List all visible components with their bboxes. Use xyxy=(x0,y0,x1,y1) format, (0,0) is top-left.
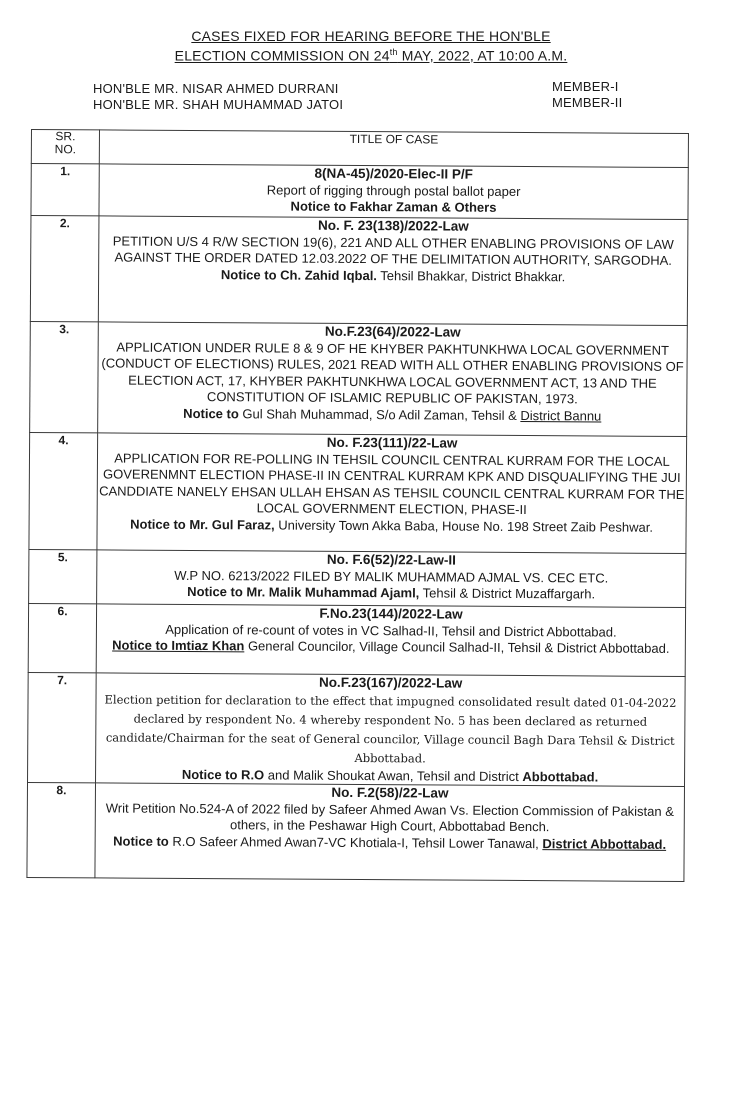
notice-label: Notice to xyxy=(183,405,239,421)
row-serial: 4. xyxy=(29,432,98,549)
case-cell xyxy=(95,783,685,882)
notice-detail: Gul Shah Muhammad, S/o Adil Zaman, Tehsil & xyxy=(238,405,521,423)
case-description: Writ Petition No.524-A of 2022 filed by Safeer Ahmed Awan Vs. Election Commission of Pakistan & others, in the Peshawar High Court, Abbottabad Bench. xyxy=(105,799,675,835)
case-notice xyxy=(99,197,687,217)
sr-header-line-1: SR. xyxy=(55,129,76,144)
case-number: No.F.23(64)/2022-Law xyxy=(324,323,461,340)
notice-district: Abbottabad. xyxy=(522,768,599,784)
case-cell xyxy=(97,550,686,608)
notice-district: District Bannu xyxy=(520,407,602,423)
row-serial: 1. xyxy=(31,164,99,216)
case-number: F.No.23(144)/2022-Law xyxy=(319,605,463,622)
table-row xyxy=(28,603,685,676)
notice-label: Notice to R.O xyxy=(181,766,265,782)
case-description: Report of rigging through postal ballot paper xyxy=(266,181,521,199)
sr-no-header xyxy=(31,130,99,164)
notice-detail: Tehsil Bhakkar, District Bhakkar. xyxy=(376,267,566,284)
bench-member-2-name: HON'BLE MR. SHAH MUHAMMAD JATOI xyxy=(93,97,344,112)
case-notice xyxy=(96,833,684,853)
notice-detail: Tehsil & District Muzaffargarh. xyxy=(419,585,596,602)
case-notice xyxy=(97,637,685,657)
notice-detail: General Councilor, Village Council Salhad-II, Tehsil & District Abbottabad. xyxy=(244,638,670,656)
case-description: PETITION U/S 4 R/W SECTION 19(6), 221 AND ALL OTHER ENABLING PROVISIONS OF LAW AGAINST THE ORDER DATED 12.03.2022 OF THE DELIMITATION AUTHORITY, SARGODHA. xyxy=(112,233,674,268)
case-cell xyxy=(98,216,688,326)
table-row xyxy=(30,216,688,326)
title-of-case-header: TITLE OF CASE xyxy=(99,130,688,168)
table-row xyxy=(29,549,686,607)
case-description: APPLICATION FOR RE-POLLING IN TEHSIL COUNCIL CENTRAL KURRAM FOR THE LOCAL GOVERENMNT ELECTION PHASE-II IN CENTRAL KURRAM KPK AND DISQUALIFYING THE JUI CANDDIATE NANELY EHSAN ULLAH EHSAN AS TEHSIL COUNCIL CENTRAL KURRAM FOR THE LOCAL GOVERNMENT ELECTION, PHASE-II xyxy=(99,450,685,518)
case-description: Election petition for declaration to the effect that impugned consolidated result dated 01-04-2022 declared by respondent No. 4 whereby respondent No. 5 has been declared as returned candidate/Chairman for the seat of General councilor, Village council Bagh Dara Tehsil & District Abbottabad. xyxy=(104,691,677,765)
notice-detail: and Malik Shoukat Awan, Tehsil and District xyxy=(264,766,523,784)
notice-label: Notice to Mr. Malik Muhammad Ajaml, xyxy=(187,583,420,601)
heading-date-suffix: MAY, 2022, AT 10:00 A.M. xyxy=(397,47,568,64)
notice-label: Notice to Ch. Zahid Iqbal. xyxy=(220,266,377,283)
case-notice xyxy=(98,405,686,425)
notice-label: Notice to Imtiaz Khan xyxy=(112,637,245,654)
case-number: No. F.23(111)/22-Law xyxy=(326,434,458,451)
case-number: No. F. 23(138)/2022-Law xyxy=(317,217,469,234)
case-cell xyxy=(97,433,687,554)
row-serial: 6. xyxy=(28,603,96,672)
notice-detail: R.O Safeer Ahmed Awan7-VC Khotiala-I, Tehsil Lower Tanawal, xyxy=(168,833,543,851)
sr-header-line-2: NO. xyxy=(54,142,77,157)
case-number: No. F.2(58)/22-Law xyxy=(331,784,449,801)
row-serial: 8. xyxy=(27,782,96,877)
case-number: No. F.6(52)/22-Law-II xyxy=(326,551,456,568)
notice-label: Notice to Mr. Gul Faraz, xyxy=(130,516,275,532)
case-notice xyxy=(98,516,686,536)
case-cell xyxy=(96,673,686,787)
notice-label: Notice to xyxy=(113,833,169,849)
case-number: No.F.23(167)/2022-Law xyxy=(318,674,463,691)
row-serial: 2. xyxy=(30,216,99,322)
case-description: APPLICATION UNDER RULE 8 & 9 OF HE KHYBER PAKHTUNKHWA LOCAL GOVERNMENT (CONDUCT OF ELECTIONS) RULES, 2021 READ WITH ALL OTHER ENABLING PROVISIONS OF ELECTION ACT, 17, KHYBER PAKHTUNKHWA LOCAL GOVERNMENT ACT, 13 AND THE CONSTITUTION OF ISLAMIC REPUBLIC OF PAKISTAN, 1973. xyxy=(101,339,684,407)
row-serial: 5. xyxy=(29,549,97,603)
heading-line-1: CASES FIXED FOR HEARING BEFORE THE HON'BLE xyxy=(191,28,551,44)
case-number: 8(NA-45)/2020-Elec-II P/F xyxy=(314,165,473,182)
heading-line-2 xyxy=(0,47,742,64)
case-cell xyxy=(99,164,688,220)
heading-ordinal: th xyxy=(389,47,398,57)
notice-label: Notice to Fakhar Zaman & Others xyxy=(290,198,497,215)
bench-member-2-role: MEMBER-II xyxy=(552,95,623,110)
notice-district: District Abbottabad. xyxy=(542,835,667,852)
bench-member-1-name: HON'BLE MR. NISAR AHMED DURRANI xyxy=(93,81,339,96)
case-description: Application of re-count of votes in VC Salhad-II, Tehsil and District Abbottabad. xyxy=(165,621,617,640)
row-serial: 7. xyxy=(28,672,97,782)
table-row xyxy=(30,321,688,436)
table-row xyxy=(27,782,685,881)
case-cell xyxy=(96,604,685,677)
notice-detail: University Town Akka Baba, House No. 198 Street Zaib Peshwar. xyxy=(274,516,654,535)
case-cell xyxy=(98,322,688,437)
case-description: W.P NO. 6213/2022 FILED BY MALIK MUHAMMAD AJMAL VS. CEC ETC. xyxy=(174,567,609,586)
table-row xyxy=(31,164,688,220)
bench-member-1-role: MEMBER-I xyxy=(552,79,619,94)
cases-table xyxy=(26,129,689,882)
heading-date-prefix: ELECTION COMMISSION ON 24 xyxy=(174,47,390,64)
table-header-row xyxy=(31,130,688,168)
table-row xyxy=(28,672,686,786)
table-row xyxy=(29,432,687,553)
row-serial: 3. xyxy=(30,321,99,432)
